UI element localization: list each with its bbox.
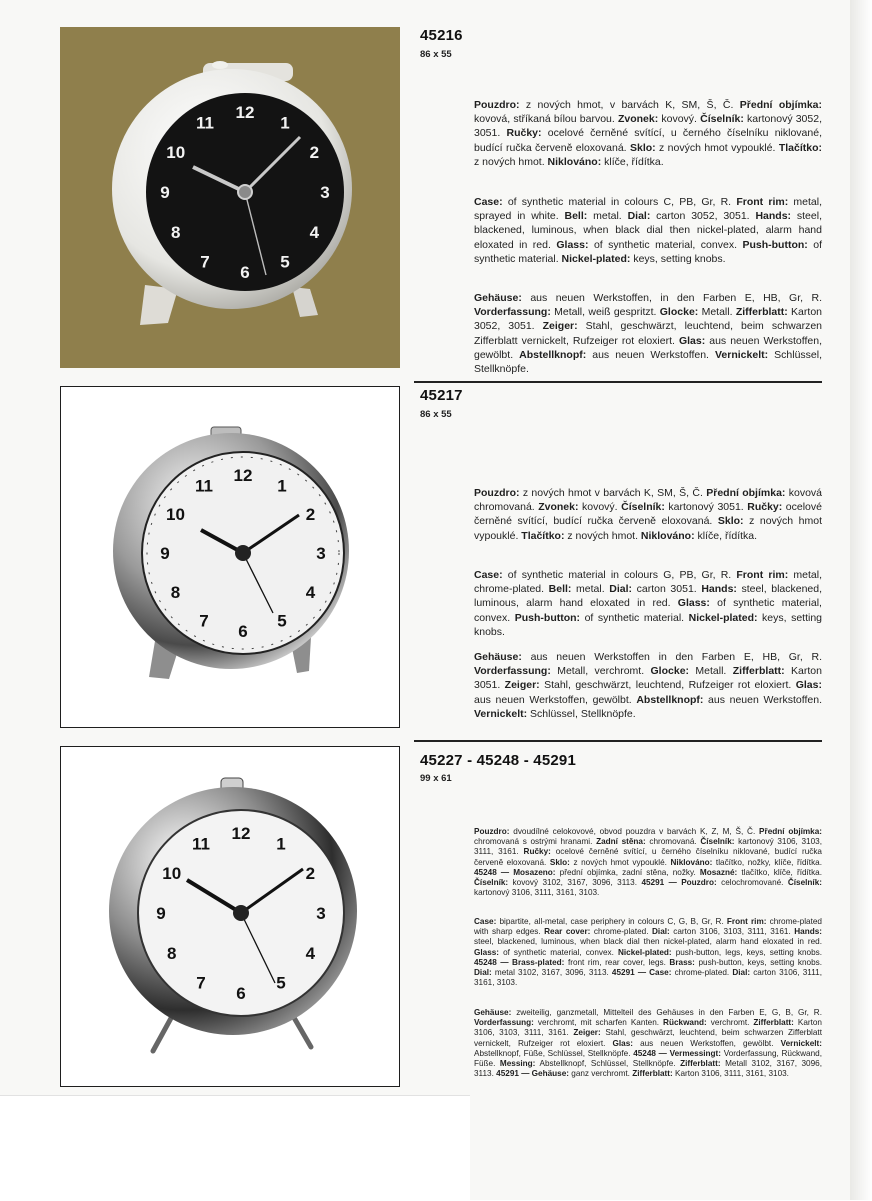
clock-size: 99 x 61 — [420, 773, 452, 784]
spec-value: Stahl, geschwärzt, leuchtend, beim schwarzen Zifferblatt vernickelt, Rufzeiger rot eloxiert. — [474, 1028, 822, 1048]
spec-label: Sklo: — [717, 515, 744, 528]
spec-value: Schlüssel, Stellknöpfe. — [474, 348, 822, 376]
spec-label: Zadní stěna: — [596, 837, 646, 847]
paper-scrap — [0, 1095, 470, 1201]
dial-numeral: 9 — [156, 904, 166, 923]
spec-value: carton 3051. — [632, 583, 702, 596]
description-cz — [474, 827, 822, 898]
clock-photo-45227 — [60, 746, 400, 1087]
spec-value: of synthetic material, convex. — [474, 597, 822, 624]
spec-label: 45248 — Mosazeno: — [474, 867, 556, 877]
spec-value: z nových hmot vypouklé. — [474, 515, 822, 542]
spec-label: Brass: — [669, 957, 695, 967]
spec-value: kartonový 3106, 3111, 3161, 3103. — [474, 888, 600, 898]
spec-value: verchromt, mit scharfen Kanten. — [533, 1018, 664, 1028]
spec-label: Abstellknopf: — [636, 693, 704, 706]
alarm-clock-chrome-large — [61, 747, 398, 1085]
spec-label: Bell: — [548, 583, 572, 596]
spec-value: chrome-plated. — [590, 927, 653, 937]
spec-value: ocelové černěné svítící, u černého číselníku niklované, budící ručka červeně eloxovaná. — [474, 127, 822, 154]
spec-label: Tlačítko: — [521, 529, 565, 542]
spec-label: Abstellknopf: — [519, 348, 587, 361]
spec-label: Zeiger: — [504, 679, 540, 692]
clock-photo-45216 — [60, 27, 400, 368]
spec-label: Glas: — [678, 334, 706, 347]
paper-edge — [850, 0, 872, 1200]
dial-numeral: 12 — [231, 824, 251, 843]
spec-label: Přední objímka: — [759, 827, 822, 836]
description-de — [474, 291, 822, 376]
spec-label: Pouzdro: — [474, 487, 520, 499]
dial-numeral: 5 — [277, 611, 287, 631]
spec-label: Vernickelt: — [715, 348, 769, 361]
spec-label: Zvonek: — [617, 113, 659, 126]
spec-value: Metall, verchromt. — [550, 665, 651, 678]
spec-label: Front rim: — [736, 196, 789, 208]
dial-numeral: 3 — [316, 904, 326, 923]
spec-label: Niklováno: — [640, 529, 695, 542]
description-de — [474, 650, 822, 721]
spec-value: Metall 3102, 3167, 3096, 3113. — [474, 1059, 822, 1079]
spec-label: Gehäuse: — [474, 292, 522, 304]
spec-label: Číselník: — [474, 878, 509, 888]
spec-value: z nových hmot. — [564, 529, 641, 542]
spec-value: Metall. — [698, 306, 736, 319]
spec-label: Zifferblatt: — [753, 1018, 794, 1028]
spec-label: Dial: — [652, 927, 670, 937]
spec-value: Vorderfassung, Rückwand, Füße. — [474, 1048, 822, 1069]
spec-value: of synthetic material in colours G, PB, Gr, R. — [502, 569, 737, 581]
spec-value: zweiteilig, ganzmetall, Mittelteil des Gehäuses in den Farben E, G, B, Gr, R. — [511, 1008, 822, 1017]
spec-label: Zifferblatt: — [735, 306, 788, 319]
spec-value: steel, blackened, luminous, when black dial then nickel-plated, alarm hand eloxated in red. — [474, 937, 822, 947]
spec-label: Sklo: — [629, 141, 656, 154]
spec-label: Ručky: — [506, 127, 542, 140]
dial-numeral: 1 — [277, 476, 287, 496]
dial-numeral: 12 — [233, 466, 253, 485]
dial-numeral: 7 — [196, 973, 206, 993]
spec-value: of synthetic material, convex. — [588, 238, 743, 251]
spec-label: Hands: — [794, 927, 822, 937]
spec-label: Hands: — [755, 210, 792, 223]
section-divider — [414, 381, 822, 383]
spec-label: Zifferblatt: — [632, 1069, 673, 1079]
spec-label: Niklováno: — [547, 155, 602, 168]
dial-numeral: 8 — [166, 944, 177, 963]
spec-label: Glocke: — [650, 665, 690, 678]
spec-value: metal 3102, 3167, 3096, 3113. — [491, 968, 612, 978]
spec-value: kovový. — [578, 501, 622, 514]
spec-value: Karton 3052, 3051. — [474, 306, 822, 333]
spec-label: Glass: — [474, 947, 500, 957]
spec-value: bipartite, all-metal, case periphery in colours C, G, B, Gr, R. — [496, 917, 727, 926]
dial-numeral: 10 — [166, 505, 185, 524]
section-divider — [414, 740, 822, 742]
spec-label: Front rim: — [736, 569, 789, 581]
spec-label: Glas: — [795, 679, 822, 692]
spec-value: chrome-plated. — [671, 968, 733, 978]
dial-numeral: 3 — [316, 544, 326, 563]
spec-value: push-button, keys, setting knobs. — [694, 957, 822, 967]
spec-value: Karton 3106, 3111, 3161, 3103. — [672, 1069, 789, 1079]
spec-label: Nickel-plated: — [561, 252, 631, 265]
spec-label: Messing: — [499, 1059, 536, 1069]
dial-numeral: 11 — [195, 476, 213, 496]
dial-numeral: 10 — [162, 864, 182, 883]
spec-value: klíče, řídítka. — [694, 529, 758, 542]
spec-label: Case: — [474, 569, 503, 581]
spec-label: Push-button: — [742, 238, 808, 251]
spec-label: Rückwand: — [663, 1018, 707, 1028]
spec-value: z nových hmot vypouklé. — [655, 141, 779, 154]
spec-label: Zvonek: — [538, 501, 579, 514]
spec-label: Nickel-plated: — [688, 611, 758, 624]
spec-label: Hands: — [701, 583, 737, 596]
spec-value: carton 3052, 3051. — [650, 210, 756, 223]
spec-value: of synthetic material. — [474, 238, 823, 265]
spec-value: Stahl, geschwärzt, leuchtend, beim schwarzen Zifferblatt vernickelt, Rufzeiger rot eloxiert. — [474, 320, 823, 347]
spec-value: kartonový 3052, 3051. — [474, 113, 822, 140]
spec-label: Glass: — [556, 238, 589, 251]
spec-value: keys, setting knobs. — [630, 252, 726, 265]
description-en — [474, 195, 822, 266]
spec-label: Case: — [474, 196, 503, 208]
spec-value: metal, chrome-plated. — [474, 569, 822, 596]
spec-value: ganz verchromt. — [568, 1069, 633, 1079]
spec-label: Bell: — [564, 210, 588, 223]
description-en — [474, 568, 822, 639]
clock-photo-45217 — [60, 386, 400, 728]
spec-value: chrome-plated with sharp edges. — [474, 917, 822, 937]
dial-numeral: 9 — [160, 183, 170, 202]
spec-label: Rear cover: — [544, 927, 591, 937]
dial-numeral: 8 — [170, 223, 181, 242]
spec-label: Tlačítko: — [778, 141, 823, 154]
spec-label: Zeiger: — [573, 1028, 601, 1038]
spec-value: front rim, rear cover, legs. — [564, 957, 670, 967]
spec-value: Abstellknopf, Füße, Schlüssel, Stellknöpfe. — [474, 1048, 634, 1058]
model-number: 45217 — [420, 387, 463, 404]
spec-label: Vorderfassung: — [474, 1018, 534, 1028]
spec-value: kovová chromovaná. — [474, 487, 823, 514]
spec-value: ocelové černěné svítící, budící ručka červeně eloxovaná. — [474, 501, 822, 528]
spec-value: aus neuen Werkstoffen. — [703, 693, 822, 706]
spec-value: push-button, legs, keys, setting knobs. — [671, 947, 823, 957]
spec-label: Přední objímka: — [739, 99, 822, 111]
spec-label: Dial: — [732, 968, 751, 978]
spec-label: Ručky: — [747, 501, 783, 514]
spec-label: Glas: — [612, 1038, 633, 1048]
dial-numeral: 6 — [240, 263, 250, 282]
spec-label: Vernickelt: — [780, 1038, 822, 1048]
spec-value: z nových hmot v barvách K, SM, Š, Č. — [519, 487, 707, 499]
spec-value: of synthetic material, convex. — [499, 947, 618, 957]
spec-value: Abstellknopf, Schlüssel, Stellknöpfe. — [535, 1059, 681, 1069]
spec-value: carton 3106, 3103, 3111, 3161. — [669, 927, 795, 937]
spec-label: Niklováno: — [670, 857, 713, 867]
clock-size: 86 x 55 — [420, 49, 452, 60]
spec-value: metal, sprayed in white. — [474, 196, 823, 223]
alarm-clock-black-dial — [60, 27, 400, 368]
dial-numeral: 4 — [305, 944, 316, 963]
dial-numeral: 3 — [320, 183, 330, 202]
spec-value: steel, blackened, luminous, when black dial then nickel-plated, alarm hand eloxated in red. — [474, 210, 822, 251]
model-number: 45216 — [420, 27, 463, 44]
spec-value: aus neuen Werkstoffen, in den Farben E, HB, Gr, R. — [521, 292, 822, 304]
dial-numeral: 7 — [200, 252, 210, 272]
spec-label: Mosazné: — [699, 867, 738, 877]
spec-label: Přední objímka: — [706, 487, 786, 499]
spec-value: Metall, weiß gespritzt. — [550, 306, 660, 319]
spec-value: kartonový 3106, 3103, 3111, 3161. — [474, 837, 822, 857]
dial-numeral: 1 — [276, 834, 286, 854]
spec-value: aus neuen Werkstoffen. — [586, 348, 715, 361]
spec-label: Sklo: — [549, 857, 570, 867]
spec-label: Glocke: — [659, 306, 699, 319]
dial-numeral: 12 — [235, 103, 255, 122]
model-number: 45227 - 45248 - 45291 — [420, 752, 576, 769]
spec-label: Číselník: — [700, 113, 744, 126]
spec-value: metal. — [571, 583, 610, 596]
spec-value: klíče, řídítka. — [601, 155, 664, 168]
spec-label: Vorderfassung: — [474, 665, 551, 678]
spec-value: aus neuen Werkstoffen, gewölbt. — [474, 334, 822, 361]
spec-label: 45291 — Pouzdro: — [641, 878, 717, 888]
spec-value: tlačítko, nožky, klíče, řídítka. — [712, 857, 823, 867]
spec-value: Karton 3106, 3103, 3111, 3161. — [474, 1018, 822, 1038]
dial-numeral: 11 — [196, 113, 214, 133]
spec-value: kovový. — [658, 113, 701, 126]
spec-value: steel, blackened, luminous, alarm hand eloxated in red. — [474, 583, 823, 610]
spec-value: kartonový 3051. — [664, 501, 748, 514]
spec-value: tlačítko, klíče, řídítka. — [737, 867, 822, 877]
clock-size: 86 x 55 — [420, 409, 452, 420]
dial-numeral: 5 — [276, 973, 286, 993]
spec-label: Nickel-plated: — [617, 947, 672, 957]
spec-label: Case: — [474, 917, 497, 926]
spec-value: Schlüssel, Stellknöpfe. — [527, 707, 636, 720]
spec-label: Číselník: — [787, 878, 822, 888]
dial-numeral: 2 — [305, 864, 316, 883]
spec-value: dvoudílné celokovové, obvod pouzdra v barvách K, Z, M, Š, Č. — [509, 827, 760, 836]
spec-value: Metall. — [689, 665, 733, 678]
spec-value: chromovaná. — [645, 837, 701, 847]
spec-label: 45291 — Case: — [611, 968, 672, 978]
dial-numeral: 8 — [170, 583, 181, 602]
spec-label: Pouzdro: — [474, 99, 520, 111]
spec-label: Zifferblatt: — [680, 1059, 721, 1069]
spec-label: Vernickelt: — [474, 707, 528, 720]
dial-numeral: 6 — [238, 622, 248, 641]
spec-value: keys, setting knobs. — [474, 611, 823, 638]
spec-value: Stahl, geschwärzt, leuchtend, Rufzeiger rot eloxiert. — [539, 679, 796, 692]
spec-value: kovový 3102, 3167, 3096, 3113. — [508, 878, 642, 888]
spec-label: Pouzdro: — [474, 827, 510, 836]
spec-value: metal. — [587, 210, 628, 223]
spec-label: Ručky: — [523, 847, 551, 857]
alarm-clock-chrome — [61, 387, 398, 726]
spec-label: Glass: — [677, 597, 710, 610]
spec-value: přední objímka, zadní stěna, nožky. — [555, 867, 700, 877]
spec-value: z nových hmot vypouklé. — [569, 857, 671, 867]
dial-numeral: 6 — [236, 984, 246, 1003]
dial-numeral: 9 — [160, 544, 170, 563]
spec-label: 45248 — Vermessingt: — [633, 1048, 721, 1058]
dial-numeral: 2 — [305, 505, 316, 524]
spec-value: kovová, stříkaná bílou barvou. — [474, 113, 618, 126]
spec-label: Zifferblatt: — [732, 665, 785, 678]
description-en — [474, 917, 822, 988]
spec-label: Dial: — [627, 210, 651, 223]
spec-label: Front rim: — [726, 917, 767, 926]
dial-numeral: 7 — [199, 611, 209, 631]
spec-value: celochromované. — [716, 878, 788, 888]
dial-numeral: 4 — [305, 583, 316, 602]
dial-numeral: 5 — [280, 252, 290, 272]
spec-label: Zeiger: — [542, 320, 578, 333]
spec-label: 45248 — Brass-plated: — [474, 957, 565, 967]
dial-numeral: 11 — [192, 834, 210, 854]
spec-value: z nových hmot. — [474, 155, 548, 168]
spec-value: ocelové černěné svítící, u černého číselníku niklované, budící ručka červeně eloxovaná. — [474, 847, 822, 867]
spec-value: aus neuen Werkstoffen, gewölbt. — [474, 693, 637, 706]
spec-value: aus neuen Werkstoffen, gewölbt. — [632, 1038, 781, 1048]
spec-value: verchromt. — [706, 1018, 754, 1028]
spec-value: chromovaná s ostrými hranami. — [474, 837, 597, 847]
spec-label: Číselník: — [621, 501, 665, 514]
dial-numeral: 10 — [166, 143, 186, 162]
description-cz — [474, 98, 822, 169]
spec-label: 45291 — Gehäuse: — [496, 1069, 569, 1079]
spec-label: Vorderfassung: — [474, 306, 551, 319]
spec-value: carton 3106, 3111, 3161, 3103. — [474, 968, 822, 988]
spec-label: Číselník: — [700, 837, 735, 847]
spec-label: Push-button: — [514, 611, 581, 624]
dial-numeral: 4 — [309, 223, 320, 242]
spec-value: of synthetic material. — [580, 611, 689, 624]
spec-value: aus neuen Werkstoffen in den Farben E, HB, Gr, R. — [521, 651, 822, 663]
spec-value: z nových hmot, v barvách K, SM, Š, Č. — [519, 99, 740, 111]
description-de — [474, 1008, 822, 1079]
spec-label: Dial: — [609, 583, 633, 596]
spec-label: Dial: — [474, 968, 492, 978]
spec-value: Karton 3051. — [474, 665, 822, 692]
description-cz — [474, 486, 822, 543]
dial-numeral: 2 — [309, 143, 320, 162]
dial-numeral: 1 — [280, 113, 290, 133]
spec-label: Gehäuse: — [474, 1008, 512, 1017]
spec-label: Gehäuse: — [474, 651, 522, 663]
spec-value: of synthetic material in colours C, PB, Gr, R. — [502, 196, 737, 208]
